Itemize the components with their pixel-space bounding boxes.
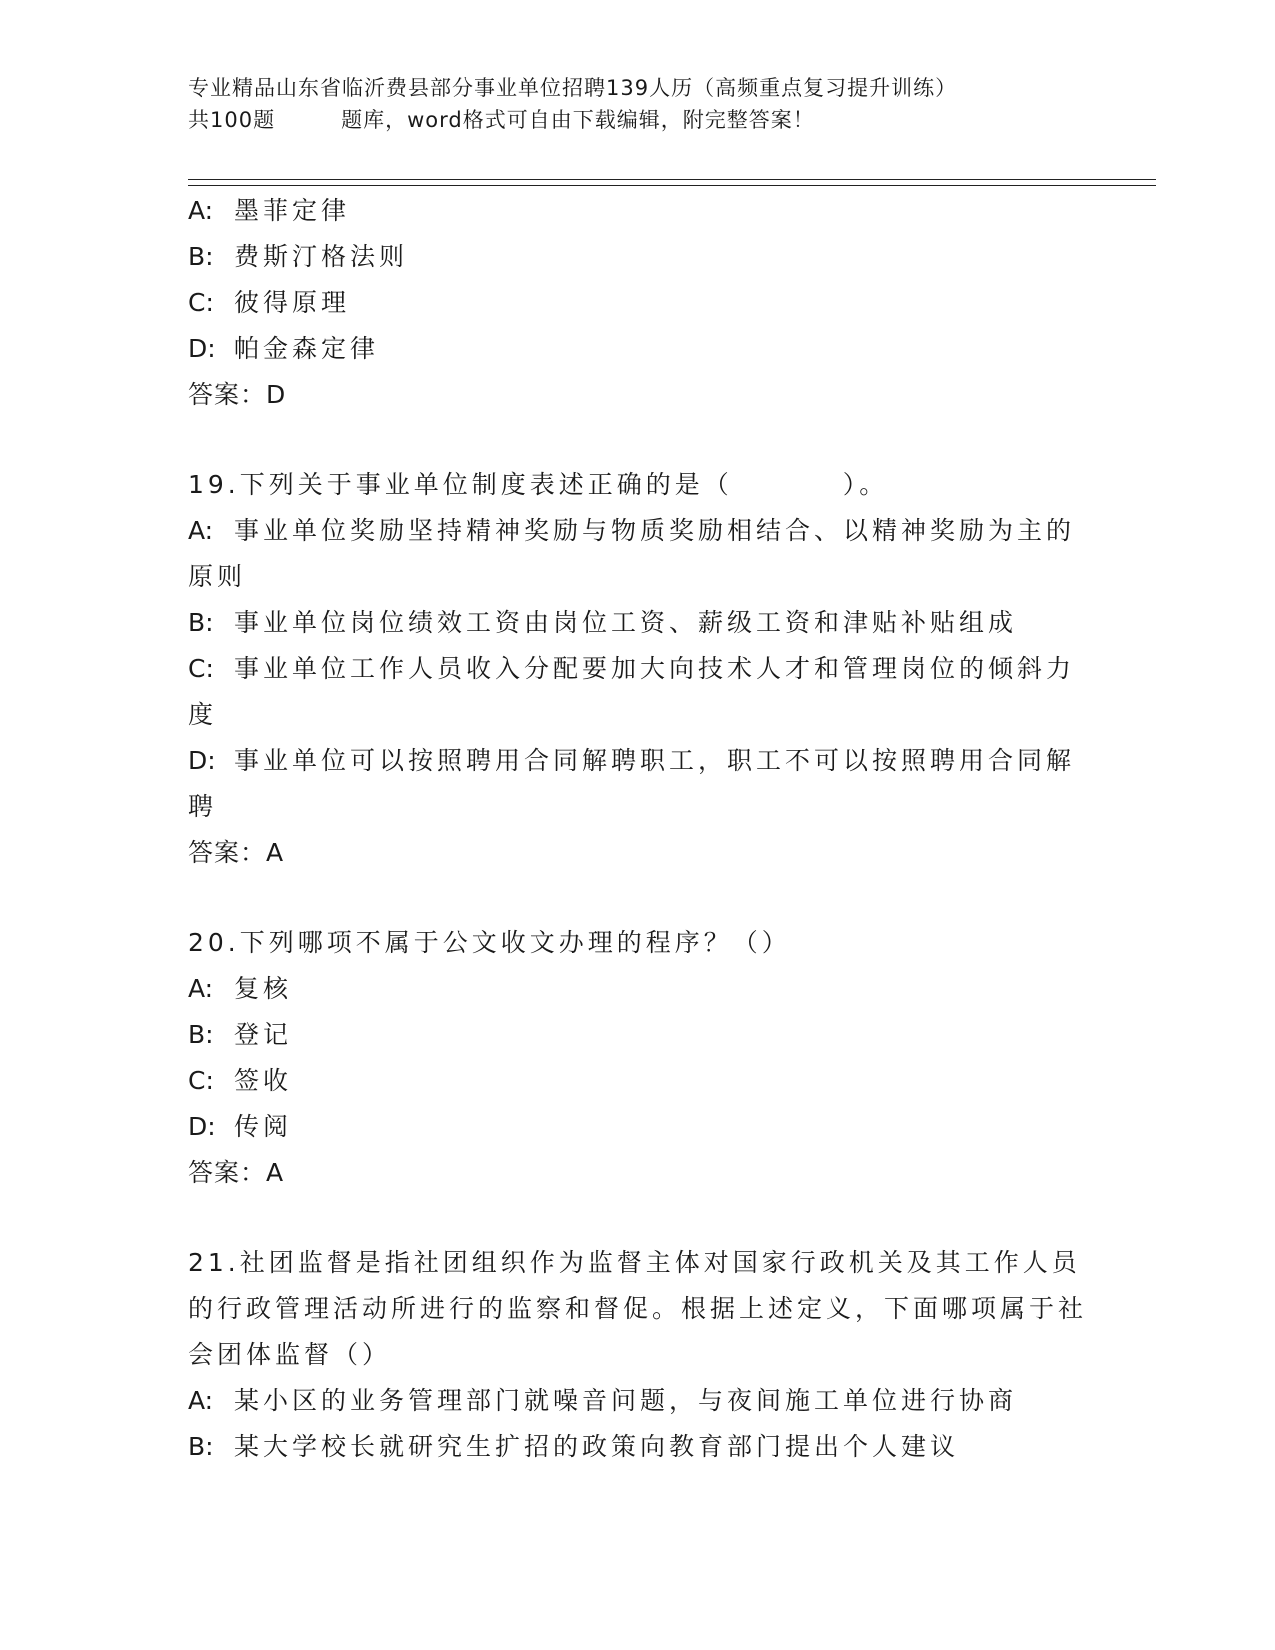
header-question-count: 共100题 (188, 108, 276, 132)
option-d (188, 326, 1088, 372)
question-21-block (188, 1240, 1088, 1470)
question-19-block (188, 462, 1088, 876)
option-text: 费斯汀格法则 (234, 242, 409, 271)
option-text: 帕金森定律 (234, 334, 380, 363)
option-a (188, 966, 1088, 1012)
option-key: B: (188, 1020, 214, 1049)
header-divider-top (188, 179, 1156, 180)
answer: 答案：A (188, 1158, 285, 1187)
option-text: 事业单位岗位绩效工资由岗位工资、薪级工资和津贴补贴组成 (234, 608, 1018, 637)
answer: 答案：D (188, 380, 287, 409)
header-subtitle (188, 104, 1088, 136)
option-key: C: (188, 654, 214, 683)
option-text: 事业单位工作人员收入分配要加大向技术人才和管理岗位的倾斜力度 (188, 654, 1076, 729)
option-key: D: (188, 334, 216, 363)
option-text: 墨菲定律 (234, 196, 351, 225)
option-key: D: (188, 746, 216, 775)
option-text: 事业单位可以按照聘用合同解聘职工，职工不可以按照聘用合同解聘 (188, 746, 1076, 821)
question-stem: 20.下列哪项不属于公文收文办理的程序？（） (188, 928, 791, 957)
option-c (188, 1058, 1088, 1104)
option-text: 传阅 (234, 1112, 293, 1141)
option-text: 签收 (234, 1066, 293, 1095)
question-stem-start: 19.下列关于事业单位制度表述正确的是（ (188, 470, 733, 499)
option-d (188, 1104, 1088, 1150)
option-a (188, 188, 1088, 234)
option-b (188, 1424, 1088, 1470)
question-20-block (188, 920, 1088, 1196)
option-text: 彼得原理 (234, 288, 351, 317)
option-key: B: (188, 242, 214, 271)
option-b (188, 600, 1088, 646)
option-text: 事业单位奖励坚持精神奖励与物质奖励相结合、以精神奖励为主的原则 (188, 516, 1076, 591)
option-b (188, 234, 1088, 280)
option-text: 登记 (234, 1020, 293, 1049)
option-a (188, 508, 1088, 600)
question-stem (188, 462, 1088, 508)
option-a (188, 1378, 1088, 1424)
option-key: C: (188, 1066, 214, 1095)
option-b (188, 1012, 1088, 1058)
option-d (188, 738, 1088, 830)
header-title: 专业精品山东省临沂费县部分事业单位招聘139人历（高频重点复习提升训练） (188, 76, 958, 100)
option-key: D: (188, 1112, 216, 1141)
option-key: A: (188, 516, 214, 545)
option-key: A: (188, 196, 214, 225)
answer: 答案：A (188, 838, 285, 867)
question-stem-end: ）。 (842, 470, 889, 499)
option-key: B: (188, 1432, 214, 1461)
option-c (188, 646, 1088, 738)
document-body (188, 188, 1088, 1470)
document-header (188, 72, 1088, 136)
option-text: 某大学校长就研究生扩招的政策向教育部门提出个人建议 (234, 1432, 960, 1461)
option-key: B: (188, 608, 214, 637)
header-description: 题库，word格式可自由下载编辑，附完整答案！ (341, 108, 815, 132)
header-divider-bottom (188, 185, 1156, 186)
question-18-block (188, 188, 1088, 418)
option-text: 某小区的业务管理部门就噪音问题，与夜间施工单位进行协商 (234, 1386, 1018, 1415)
question-stem: 21.社团监督是指社团组织作为监督主体对国家行政机关及其工作人员的行政管理活动所进行的监察和督促。根据上述定义，下面哪项属于社会团体监督（） (188, 1248, 1088, 1369)
option-key: A: (188, 1386, 214, 1415)
option-key: A: (188, 974, 214, 1003)
option-c (188, 280, 1088, 326)
option-key: C: (188, 288, 214, 317)
option-text: 复核 (234, 974, 293, 1003)
